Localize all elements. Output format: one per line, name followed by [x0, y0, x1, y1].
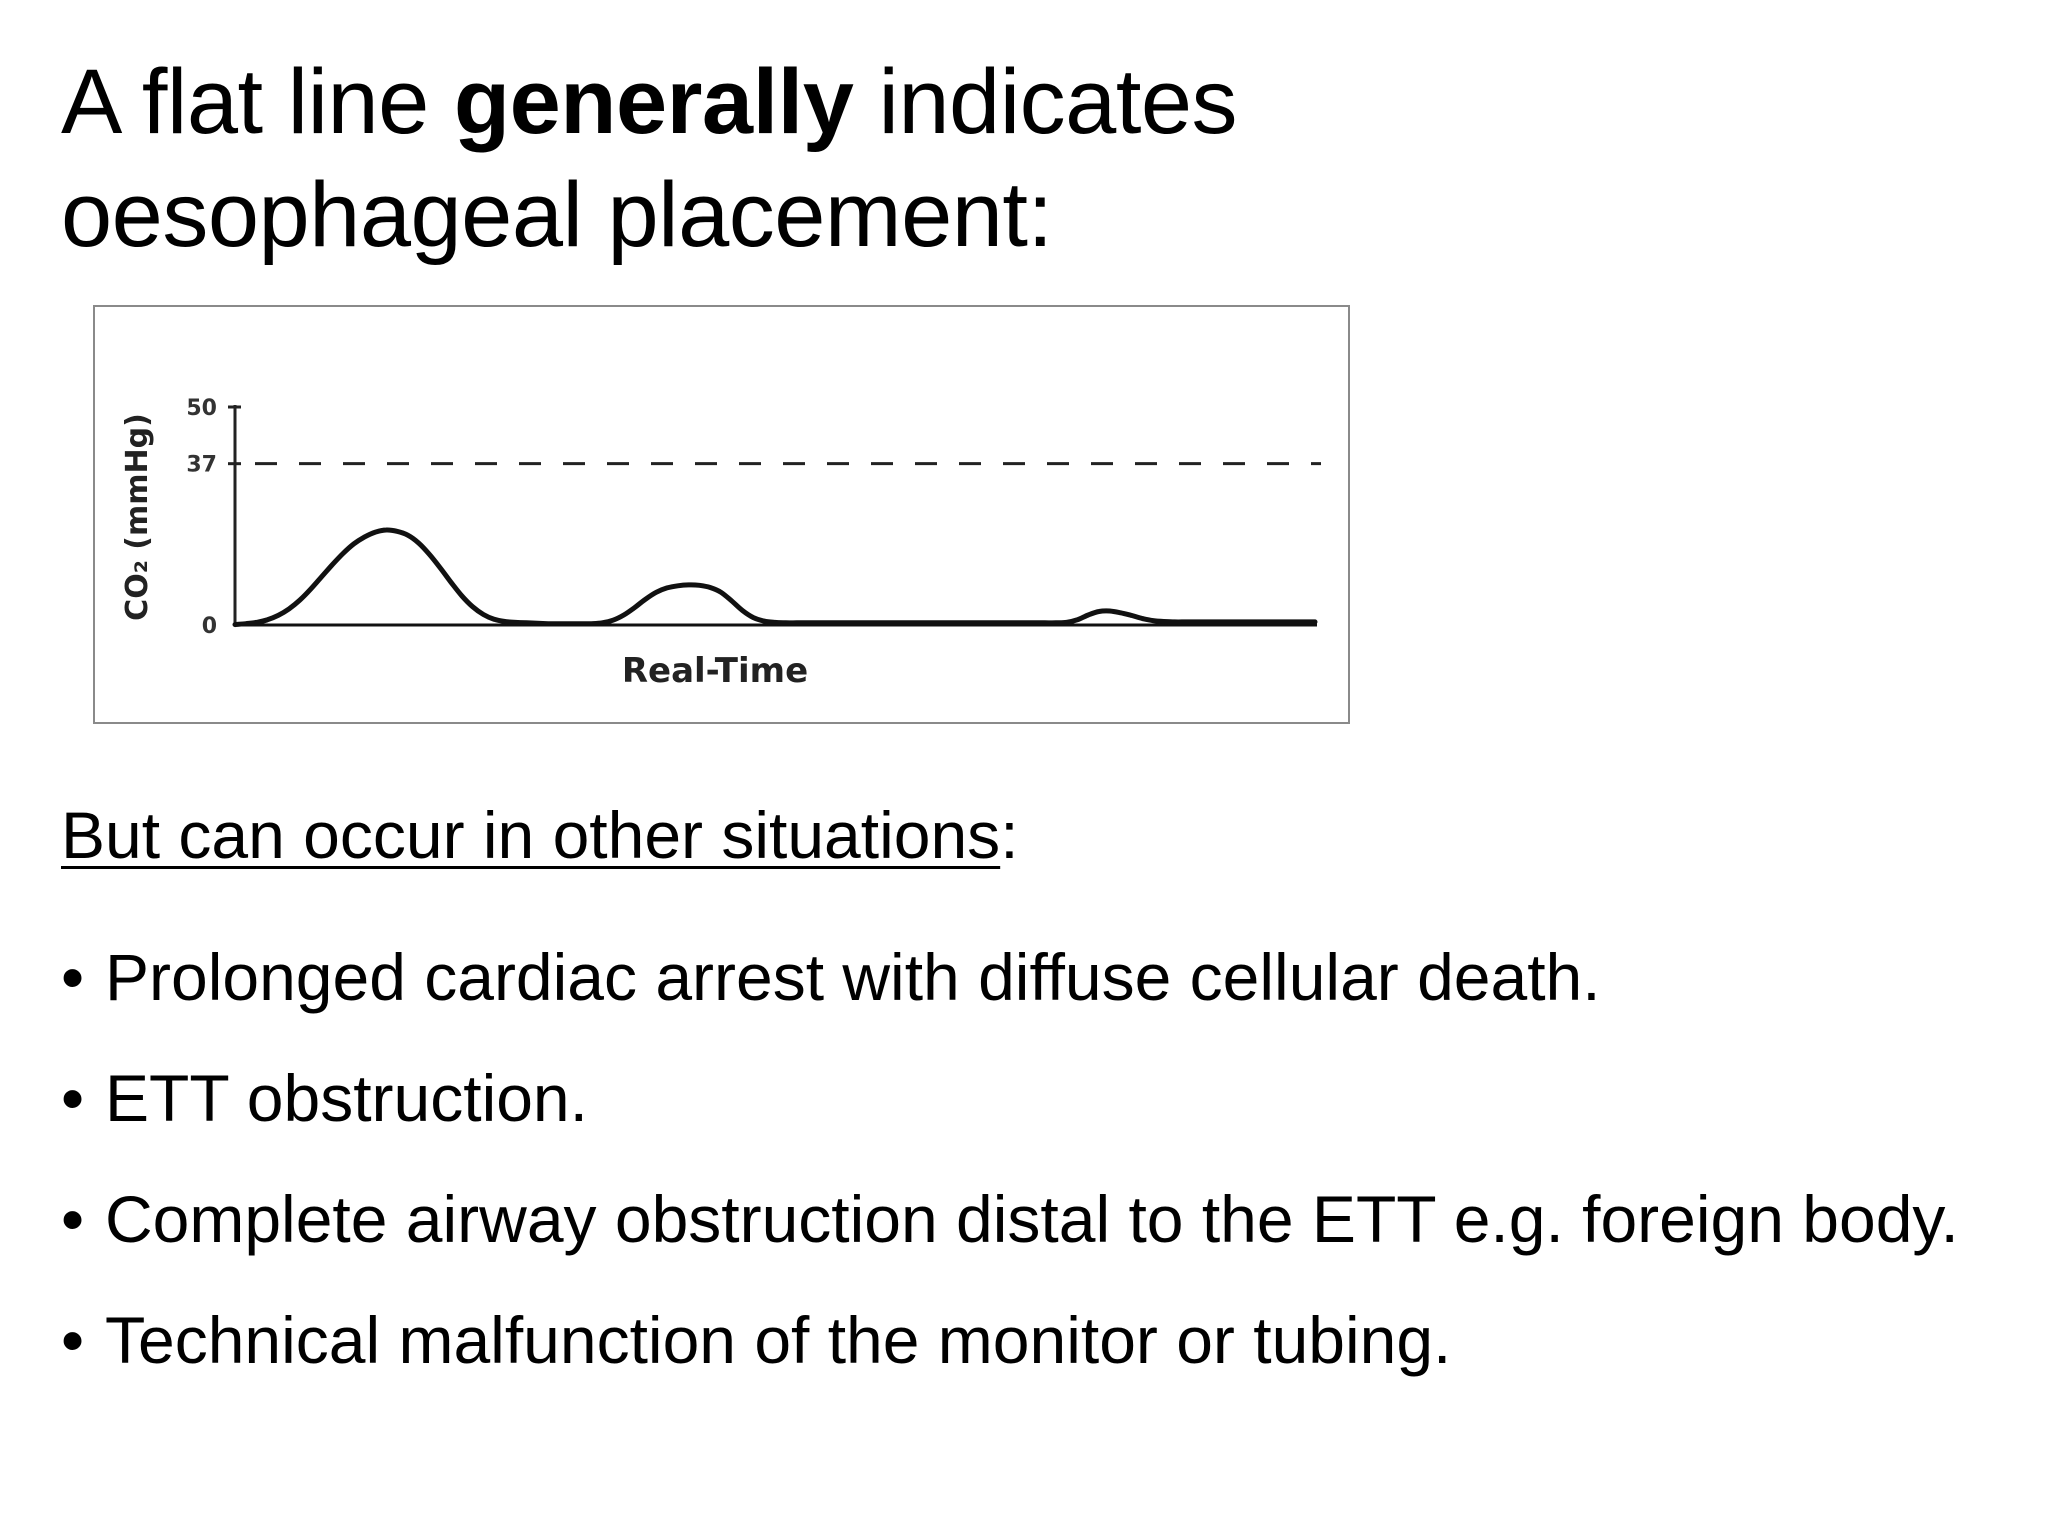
bullet-marker: •	[61, 940, 85, 1014]
title-emphasis: generally	[453, 51, 854, 153]
list-item	[61, 1300, 1959, 1421]
title-text-continued: indicates	[853, 51, 1238, 153]
y-tick-label: 37	[186, 452, 217, 478]
title-text: A flat line	[61, 51, 454, 153]
subheading-underlined: But can occur in other situations	[61, 798, 1001, 872]
bullet-marker: •	[61, 1303, 85, 1377]
bullet-text: Complete airway obstruction distal to the ETT e.g. foreign body.	[105, 1182, 1959, 1256]
y-tick-label: 50	[186, 396, 217, 421]
y-tick-label: 0	[201, 614, 217, 639]
bullet-marker: •	[61, 1182, 85, 1256]
capnography-chart	[95, 307, 1348, 722]
capnography-figure	[93, 305, 1350, 724]
bullet-list	[61, 937, 1959, 1421]
y-axis	[186, 396, 241, 639]
list-item	[61, 1058, 1959, 1179]
bullet-text: Prolonged cardiac arrest with diffuse cellular death.	[105, 940, 1601, 1014]
bullet-marker: •	[61, 1061, 85, 1135]
series-line-co2	[235, 530, 1315, 625]
list-item	[61, 1179, 1959, 1300]
x-axis-label: Real-Time	[621, 651, 809, 691]
bullet-text: ETT obstruction.	[105, 1061, 588, 1135]
y-axis-label: CO₂ (mmHg)	[120, 413, 155, 621]
subheading-colon: :	[1000, 798, 1019, 872]
list-item	[61, 937, 1959, 1058]
title-line-2: oesophageal placement:	[61, 164, 1053, 266]
subheading	[61, 795, 1019, 875]
slide-title	[61, 46, 1237, 272]
bullet-text: Technical malfunction of the monitor or tubing.	[105, 1303, 1452, 1377]
